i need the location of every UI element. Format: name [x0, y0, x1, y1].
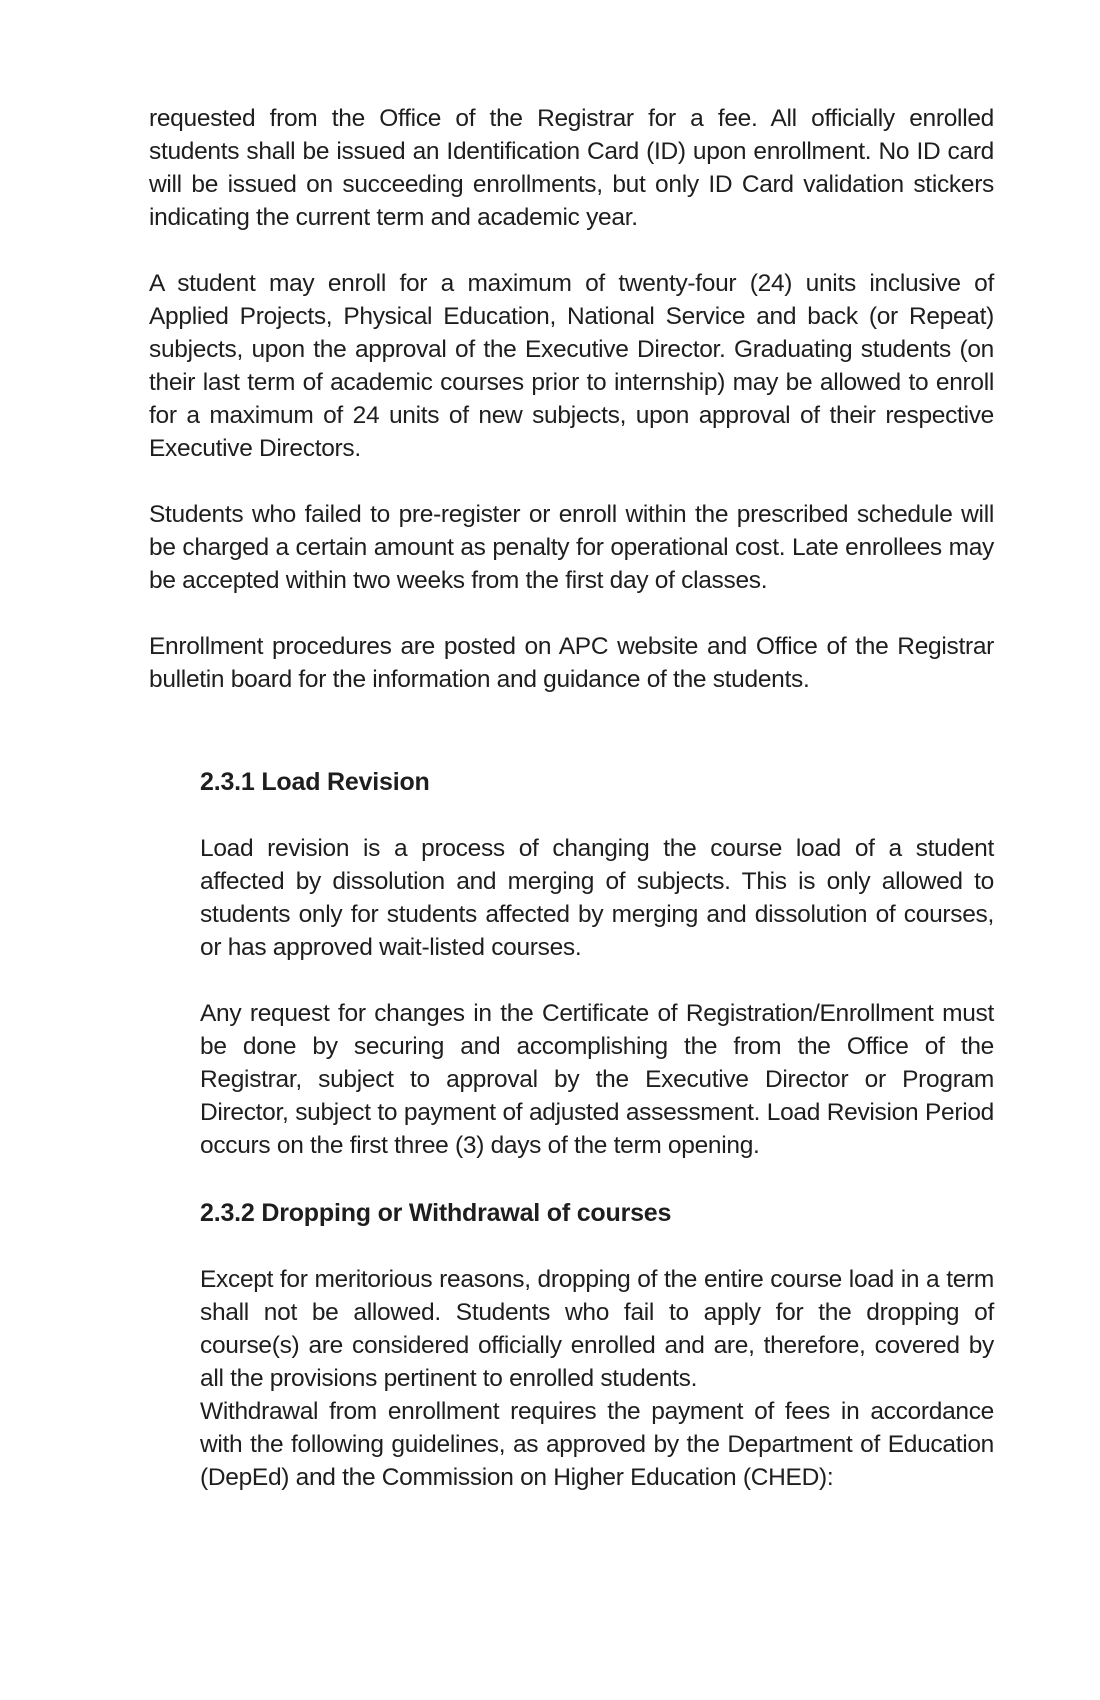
intro-section	[149, 102, 994, 696]
paragraph-load-revision-request: Any request for changes in the Certificate of Registration/Enrollment must be done by securing and accomplishing the from the Office of the Registrar, subject to approval by the Executive Director or Program Director, subject to payment of adjusted assessment. Load Revision Period occurs on the first three (3) days of the term opening.	[200, 1000, 994, 1159]
paragraph-withdrawal-fees: Withdrawal from enrollment requires the payment of fees in accordance with the following guidelines, as approved by the Department of Education (DepEd) and the Commission on Higher Education (CHED):	[200, 1398, 994, 1491]
section-heading-dropping-withdrawal: 2.3.2 Dropping or Withdrawal of courses	[200, 1199, 672, 1227]
paragraph-dropping-policy: Except for meritorious reasons, dropping of the entire course load in a term shall not be allowed. Students who fail to apply for the dropping of course(s) are considered officially enrolled and are, therefore, covered by all the provisions pertinent to enrolled students.	[200, 1266, 994, 1392]
paragraph-enrollment-procedures: Enrollment procedures are posted on APC website and Office of the Registrar bulletin board for the information and guidance of the students.	[149, 633, 994, 693]
section-dropping-withdrawal	[200, 1197, 994, 1494]
paragraph-max-units: A student may enroll for a maximum of twenty-four (24) units inclusive of Applied Projects, Physical Education, National Service and back (or Repeat) subjects, upon the approval of the Executive Director. Graduating students (on their last term of academic courses prior to internship) may be allowed to enroll for a maximum of 24 units of new subjects, upon approval of their respective Executive Directors.	[149, 270, 994, 462]
section-heading-load-revision: 2.3.1 Load Revision	[200, 768, 430, 796]
paragraph-id-card: requested from the Office of the Registrar for a fee. All officially enrolled students shall be issued an Identification Card (ID) upon enrollment. No ID card will be issued on succeeding enrollments, but only ID Card validation stickers indicating the current term and academic year.	[149, 105, 994, 231]
paragraph-late-enrollment: Students who failed to pre-register or enroll within the prescribed schedule will be charged a certain amount as penalty for operational cost. Late enrollees may be accepted within two weeks from the first day of classes.	[149, 501, 994, 594]
section-load-revision	[200, 766, 994, 1162]
paragraph-load-revision-definition: Load revision is a process of changing the course load of a student affected by dissolution and merging of subjects. This is only allowed to students only for students affected by merging and dissolution of courses, or has approved wait-listed courses.	[200, 835, 994, 961]
